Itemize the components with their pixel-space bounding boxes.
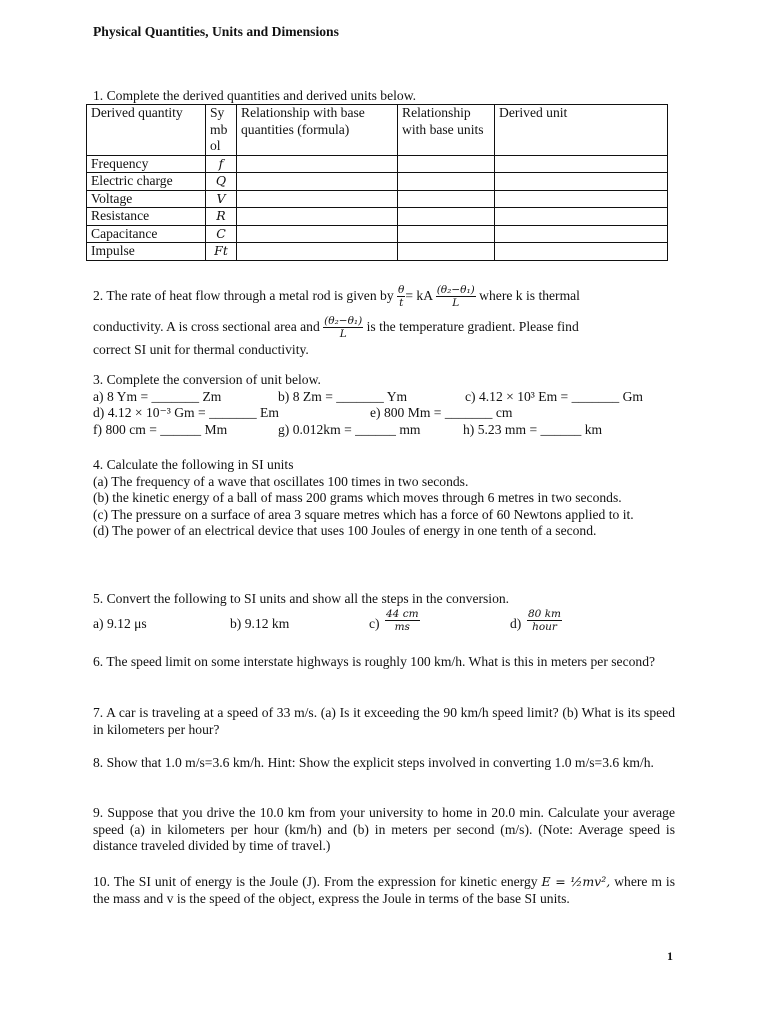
q10-text-b: where m is the mass and v is the speed of the object, express the Joule in terms of the base SI units. bbox=[93, 874, 675, 906]
header-symbol: Sy mb ol bbox=[206, 105, 237, 156]
table-row bbox=[87, 208, 668, 226]
answer-cell[interactable] bbox=[237, 225, 398, 243]
symbol-cell: f bbox=[206, 155, 237, 173]
q3-item-f: f) 800 cm = ______ Mm bbox=[93, 421, 228, 437]
q3-block bbox=[93, 372, 675, 438]
answer-cell[interactable] bbox=[398, 243, 495, 261]
quantity-cell: Electric charge bbox=[87, 173, 206, 191]
q2-fraction-gradient: $\frac{\text{(θ₂−θ₁)}}{L}$ bbox=[436, 284, 475, 310]
q9-text: 9. Suppose that you drive the 10.0 km from your university to home in 20.0 min. Calculate your average speed (a) in kilometers per hour (km/h) and (b) in meters per second (m/s). (Note: Average speed is distance traveled divided by time of travel.) bbox=[93, 805, 675, 853]
q3-item-c: c) 4.12 × 10³ Em = _______ Gm bbox=[465, 388, 643, 404]
q2-fraction-gradient-2: $\frac{\text{(θ₂−θ₁)}}{L}$ bbox=[324, 315, 363, 341]
answer-cell[interactable] bbox=[398, 190, 495, 208]
q4-part-c: (c) The pressure on a surface of area 3 square metres which has a force of 60 Newtons applied to it. bbox=[93, 506, 634, 522]
header-formula: Relationship with base quantities (formula) bbox=[237, 105, 398, 156]
q5-item-d-fraction: 80 km hour bbox=[528, 607, 562, 633]
q2-text-b: where k is thermal bbox=[479, 288, 580, 303]
answer-cell[interactable] bbox=[237, 243, 398, 261]
q5-item-c-label: c) bbox=[369, 615, 380, 631]
header-base-units: Relationship with base units bbox=[398, 105, 495, 156]
answer-cell[interactable] bbox=[495, 208, 668, 226]
q3-item-g: g) 0.012km = ______ mm bbox=[278, 421, 421, 437]
answer-cell[interactable] bbox=[398, 208, 495, 226]
q7-text: 7. A car is traveling at a speed of 33 m/s. (a) Is it exceeding the 90 km/h speed limit? (b) What is its speed in kilometers per hour? bbox=[93, 705, 675, 737]
table-row bbox=[87, 225, 668, 243]
answer-cell[interactable] bbox=[495, 155, 668, 173]
q3-item-h: h) 5.23 mm = ______ km bbox=[463, 421, 603, 437]
table-row bbox=[87, 243, 668, 261]
quantity-cell: Capacitance bbox=[87, 225, 206, 243]
q4-part-b: (b) the kinetic energy of a ball of mass 200 grams which moves through 6 metres in two seconds. bbox=[93, 490, 622, 505]
q2-text-d: is the temperature gradient. Please find bbox=[366, 319, 579, 334]
q3-item-b: b) 8 Zm = _______ Ym bbox=[278, 388, 408, 404]
answer-cell[interactable] bbox=[495, 243, 668, 261]
q4-part-a: (a) The frequency of a wave that oscillates 100 times in two seconds. bbox=[93, 473, 469, 489]
table-row bbox=[87, 155, 668, 173]
symbol-cell: Q bbox=[206, 173, 237, 191]
page-number: 1 bbox=[667, 949, 673, 963]
header-derived-quantity: Derived quantity bbox=[87, 105, 206, 156]
q2-block bbox=[93, 280, 675, 359]
q1-title: 1. Complete the derived quantities and derived units below. bbox=[93, 88, 417, 103]
q2-text-mid: = kA bbox=[405, 288, 433, 303]
answer-cell[interactable] bbox=[398, 173, 495, 191]
answer-cell[interactable] bbox=[495, 173, 668, 191]
quantity-cell: Resistance bbox=[87, 208, 206, 226]
table-row bbox=[87, 173, 668, 191]
q5-title: 5. Convert the following to SI units and show all the steps in the conversion. bbox=[93, 591, 510, 606]
quantity-cell: Frequency bbox=[87, 155, 206, 173]
q5-item-b: b) 9.12 km bbox=[230, 615, 290, 631]
quantity-cell: Voltage bbox=[87, 190, 206, 208]
q1-table bbox=[86, 104, 668, 261]
answer-cell[interactable] bbox=[237, 190, 398, 208]
symbol-cell: V bbox=[206, 190, 237, 208]
q2-text-c: conductivity. A is cross sectional area and bbox=[93, 319, 320, 334]
q8-text: 8. Show that 1.0 m/s=3.6 km/h. Hint: Show the explicit steps involved in converting 1.0 m/s=3.6 km/h. bbox=[93, 755, 654, 770]
answer-cell[interactable] bbox=[398, 155, 495, 173]
q3-item-d: d) 4.12 × 10⁻³ Gm = _______ Em bbox=[93, 405, 279, 420]
answer-cell[interactable] bbox=[237, 208, 398, 226]
q10-block bbox=[93, 874, 675, 907]
q2-text-e: correct SI unit for thermal conductivity. bbox=[93, 342, 309, 357]
q10-formula: E = ½mv², bbox=[541, 874, 611, 889]
q3-item-a: a) 8 Ym = _______ Zm bbox=[93, 388, 222, 404]
q10-text-a: 10. The SI unit of energy is the Joule (J). From the expression for kinetic energy bbox=[93, 874, 538, 889]
answer-cell[interactable] bbox=[398, 225, 495, 243]
symbol-cell: R bbox=[206, 208, 237, 226]
header-derived-unit: Derived unit bbox=[495, 105, 668, 156]
document-header: Physical Quantities, Units and Dimensions bbox=[93, 24, 339, 39]
q5-block bbox=[93, 591, 675, 642]
answer-cell[interactable] bbox=[495, 225, 668, 243]
q2-text-a: 2. The rate of heat flow through a metal rod is given by bbox=[93, 288, 394, 303]
table-header-row bbox=[87, 105, 668, 156]
q3-title: 3. Complete the conversion of unit below. bbox=[93, 372, 321, 387]
q2-fraction-heat-rate: $\frac{\theta}{t}$ bbox=[398, 284, 405, 310]
quantity-cell: Impulse bbox=[87, 243, 206, 261]
answer-cell[interactable] bbox=[237, 173, 398, 191]
q5-item-c-fraction: $\frac{44 cm}{ms}$ bbox=[386, 607, 419, 633]
q5-item-a: a) 9.12 μs bbox=[93, 615, 147, 631]
q6-text: 6. The speed limit on some interstate highways is roughly 100 km/h. What is this in meters per second? bbox=[93, 654, 656, 669]
symbol-cell: Ft bbox=[206, 243, 237, 261]
q5-item-d-label: d) bbox=[510, 615, 522, 631]
answer-cell[interactable] bbox=[237, 155, 398, 173]
q3-item-e: e) 800 Mm = _______ cm bbox=[370, 405, 513, 420]
q4-part-d: (d) The power of an electrical device that uses 100 Joules of energy in one tenth of a second. bbox=[93, 523, 597, 538]
q4-block bbox=[93, 457, 675, 540]
answer-cell[interactable] bbox=[495, 190, 668, 208]
symbol-cell: C bbox=[206, 225, 237, 243]
table-row bbox=[87, 190, 668, 208]
q4-title: 4. Calculate the following in SI units bbox=[93, 457, 294, 472]
